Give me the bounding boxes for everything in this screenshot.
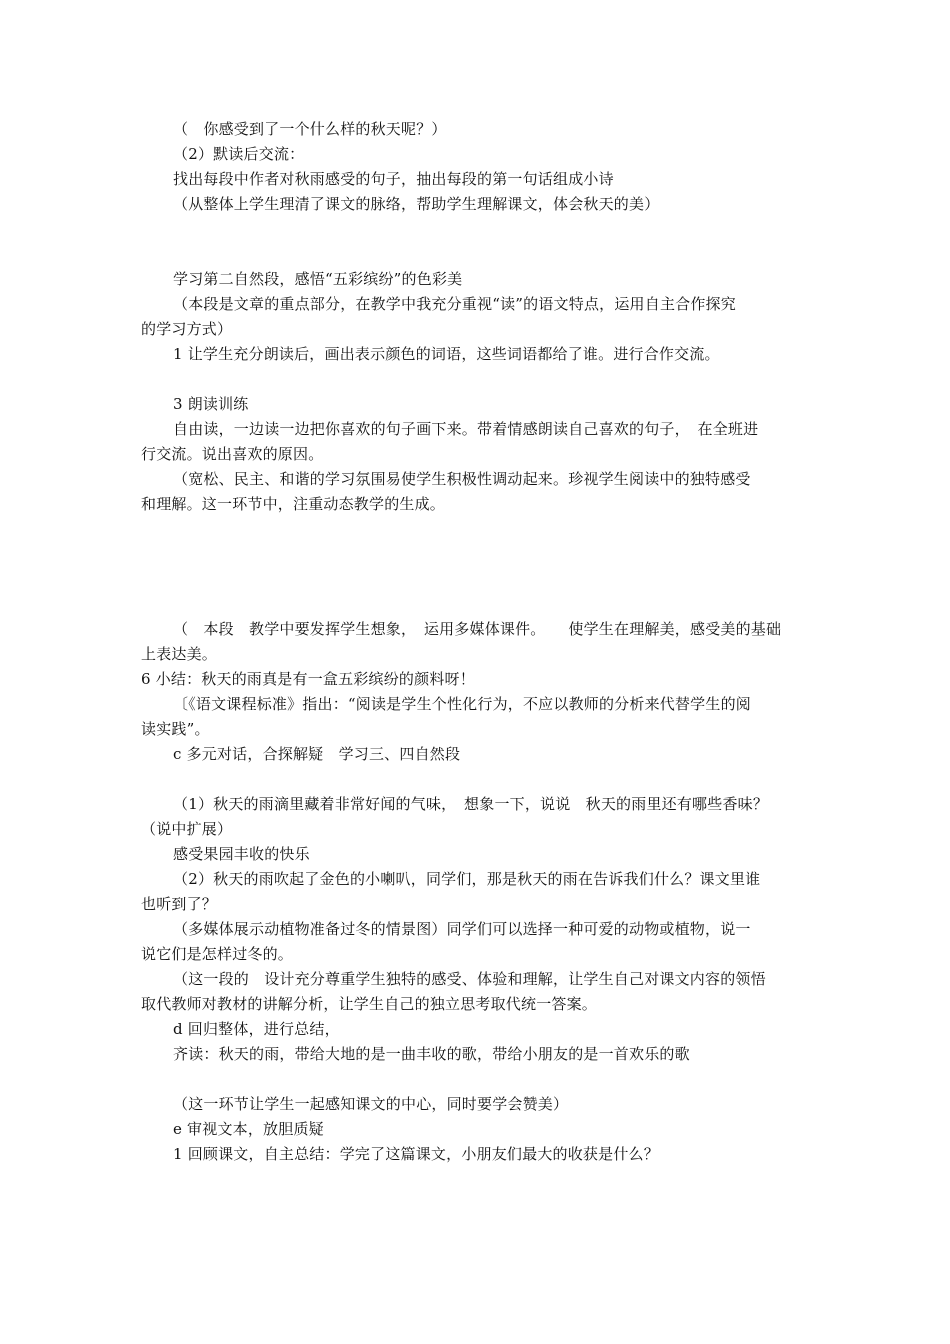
text-line: 的学习方式）	[141, 320, 233, 338]
text-line: 也听到了？	[141, 895, 218, 913]
text-line: （2）秋天的雨吹起了金色的小喇叭，同学们，那是秋天的雨在告诉我们什么？课文里谁	[173, 870, 761, 888]
text-line: 6 小结：秋天的雨真是有一盒五彩缤纷的颜料呀！	[141, 670, 475, 688]
text-line: 行交流。说出喜欢的原因。	[141, 445, 324, 463]
text-line: d 回归整体，进行总结，	[173, 1020, 340, 1038]
text-line: （从整体上学生理清了课文的脉络，帮助学生理解课文，体会秋天的美）	[173, 195, 660, 213]
text-line: （1）秋天的雨滴里藏着非常好闻的气味， 想象一下，说说 秋天的雨里还有哪些香味？	[173, 795, 769, 813]
text-line: 〔《语文课程标准》指出：“阅读是学生个性化行为，不应以教师的分析来代替学生的阅	[173, 695, 751, 713]
text-line: （这一环节让学生一起感知课文的中心，同时要学会赞美）	[173, 1095, 569, 1113]
text-line: （说中扩展）	[141, 820, 233, 838]
text-line: 学习第二自然段，感悟“五彩缤纷”的色彩美	[173, 270, 463, 288]
text-line: （本段是文章的重点部分，在教学中我充分重视“读”的语文特点，运用自主合作探究	[173, 295, 736, 313]
text-line: 3 朗读训练	[173, 395, 249, 413]
text-line: （ 本段 教学中要发挥学生想象， 运用多媒体课件。 使学生在理解美，感受美的基础	[173, 620, 782, 638]
text-line: 上表达美。	[141, 645, 218, 663]
text-line: （2）默读后交流：	[173, 145, 305, 163]
text-line: 取代教师对教材的讲解分析，让学生自己的独立思考取代统一答案。	[141, 995, 598, 1013]
text-line: （这一段的 设计充分尊重学生独特的感受、体验和理解，让学生自己对课文内容的领悟	[173, 970, 766, 988]
text-line: 1 让学生充分朗读后，画出表示颜色的词语，这些词语都给了谁。进行合作交流。	[173, 345, 720, 363]
text-line: 1 回顾课文，自主总结：学完了这篇课文，小朋友们最大的收获是什么？	[173, 1145, 659, 1163]
text-line: 和理解。这一环节中，注重动态教学的生成。	[141, 495, 446, 513]
text-line: e 审视文本，放胆质疑	[173, 1120, 324, 1138]
text-line: 感受果园丰收的快乐	[173, 845, 310, 863]
text-line: （宽松、民主、和谐的学习氛围易使学生积极性调动起来。珍视学生阅读中的独特感受	[173, 470, 751, 488]
text-line: （多媒体展示动植物准备过冬的情景图）同学们可以选择一种可爱的动物或植物，说一	[173, 920, 751, 938]
text-line: 说它们是怎样过冬的。	[141, 945, 294, 963]
text-line: 读实践”。	[141, 720, 210, 738]
text-line: 找出每段中作者对秋雨感受的句子，抽出每段的第一句话组成小诗	[173, 170, 614, 188]
text-line: （ 你感受到了一个什么样的秋天呢？）	[173, 120, 447, 138]
text-line: c 多元对话，合探解疑 学习三、四自然段	[173, 745, 461, 763]
text-line: 齐读：秋天的雨，带给大地的是一曲丰收的歌，带给小朋友的是一首欢乐的歌	[173, 1045, 690, 1063]
text-line: 自由读，一边读一边把你喜欢的句子画下来。带着情感朗读自己喜欢的句子， 在全班进	[173, 420, 759, 438]
